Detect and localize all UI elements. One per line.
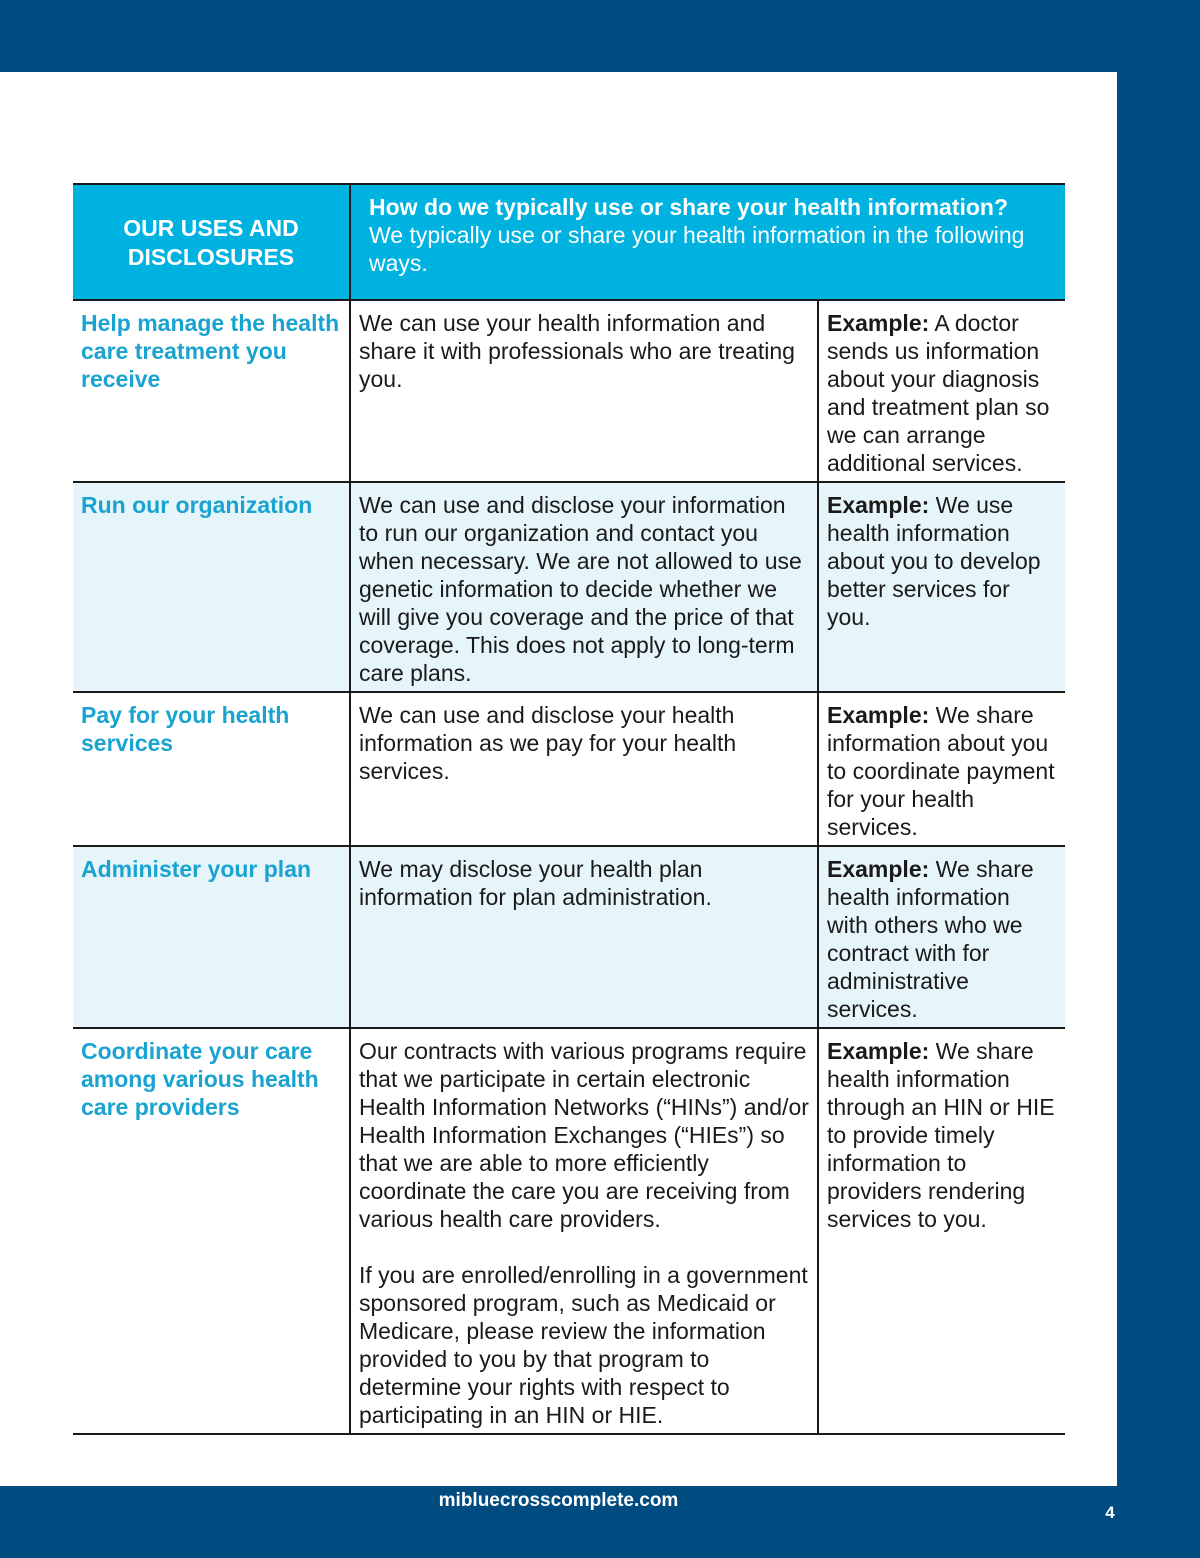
example-text: We share health information with others who we contract with for administrative services. <box>827 856 1034 1022</box>
table-row <box>73 482 1065 692</box>
use-example <box>818 846 1065 1028</box>
example-label: Example: <box>827 702 930 728</box>
use-title: Help manage the health care treatment you receive <box>73 300 350 482</box>
use-title: Administer your plan <box>73 846 350 1028</box>
use-title: Coordinate your care among various health care providers <box>73 1028 350 1434</box>
example-label: Example: <box>827 492 930 518</box>
table-row <box>73 1028 1065 1434</box>
example-text: We use health information about you to develop better services for you. <box>827 492 1041 630</box>
table-row <box>73 692 1065 846</box>
use-example <box>818 300 1065 482</box>
right-border-band <box>1117 0 1200 1558</box>
use-title: Run our organization <box>73 482 350 692</box>
description-paragraph: Our contracts with various programs require that we participate in certain electronic Health Information Networks (“HINs”) and/or Health Information Exchanges (“HIEs”) so that we are able to more efficiently coordinate the care you are receiving from various health care providers. <box>359 1038 809 1232</box>
example-text: We share health information through an HIN or HIE to provide timely information to providers rendering services to you. <box>827 1038 1055 1232</box>
example-text: We share information about you to coordinate payment for your health services. <box>827 702 1055 840</box>
use-example <box>818 482 1065 692</box>
description-paragraph-2: If you are enrolled/enrolling in a government sponsored program, such as Medicaid or Medicare, please review the information provided to you by that program to determine your rights with respect to participating in an HIN or HIE. <box>359 1262 808 1428</box>
footer-website-link[interactable]: mibluecrosscomplete.com <box>438 1490 679 1511</box>
top-border-band <box>0 0 1200 72</box>
page-number: 4 <box>1105 1503 1115 1522</box>
use-description: We can use and disclose your information to run our organization and contact you when necessary. We are not allowed to use genetic information to decide whether we will give you coverage and the price of that coverage. This does not apply to long-term care plans. <box>350 482 818 692</box>
header-subtitle: We typically use or share your health information in the following ways. <box>369 222 1025 276</box>
example-label: Example: <box>827 310 930 336</box>
uses-and-disclosures-table <box>73 183 1065 1435</box>
use-description <box>350 1028 818 1434</box>
header-how-we-use <box>350 184 1065 300</box>
example-label: Example: <box>827 1038 930 1064</box>
use-description: We may disclose your health plan information for plan administration. <box>350 846 818 1028</box>
use-title: Pay for your health services <box>73 692 350 846</box>
use-example <box>818 692 1065 846</box>
header-question: How do we typically use or share your health information? <box>369 194 1009 220</box>
use-example <box>818 1028 1065 1434</box>
table-row <box>73 300 1065 482</box>
example-label: Example: <box>827 856 930 882</box>
table-row <box>73 846 1065 1028</box>
table-header-row <box>73 184 1065 300</box>
example-text: A doctor sends us information about your diagnosis and treatment plan so we can arrange additional services. <box>827 310 1050 476</box>
header-uses-and-disclosures: OUR USES AND DISCLOSURES <box>73 184 350 300</box>
use-description: We can use your health information and share it with professionals who are treating you. <box>350 300 818 482</box>
use-description: We can use and disclose your health information as we pay for your health services. <box>350 692 818 846</box>
